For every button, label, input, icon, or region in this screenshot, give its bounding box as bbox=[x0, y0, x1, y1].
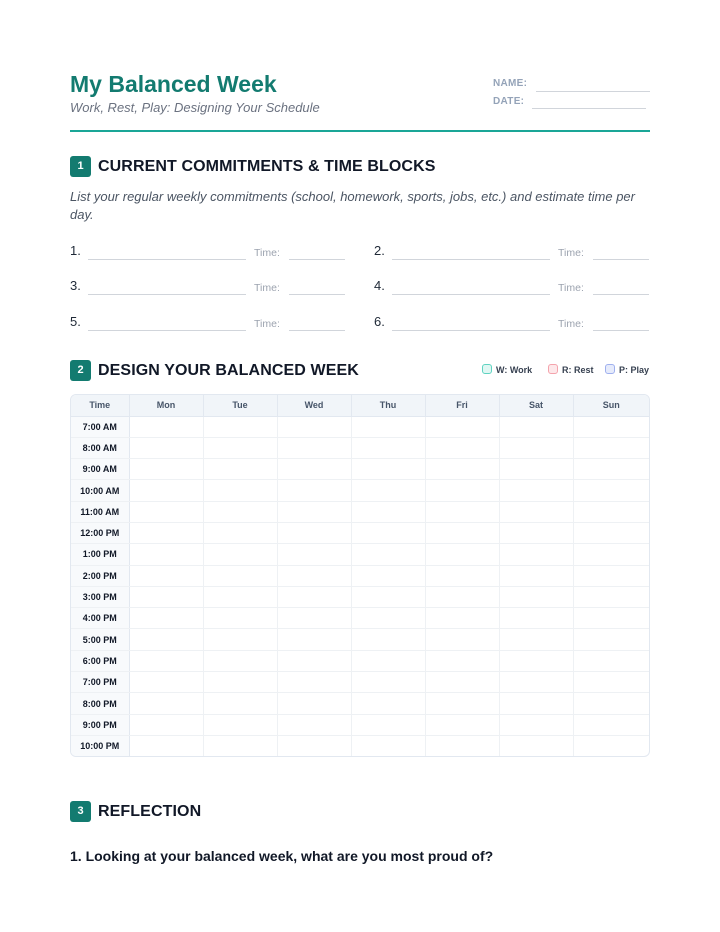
commitment-number: 2. bbox=[374, 243, 385, 258]
schedule-cell[interactable] bbox=[425, 501, 499, 522]
commitment-row bbox=[374, 243, 650, 263]
table-row bbox=[71, 608, 649, 629]
schedule-cell[interactable] bbox=[425, 608, 499, 629]
column-header-day: Sun bbox=[573, 395, 649, 416]
schedule-cell[interactable] bbox=[573, 735, 649, 756]
time-slot-label: 9:00 AM bbox=[71, 459, 129, 480]
schedule-cell[interactable] bbox=[499, 480, 573, 501]
section-3-number: 3 bbox=[70, 801, 91, 822]
column-header-day: Mon bbox=[129, 395, 203, 416]
section-1-title: CURRENT COMMITMENTS & TIME BLOCKS bbox=[98, 158, 436, 175]
section-1-heading bbox=[70, 156, 650, 178]
time-field[interactable] bbox=[289, 330, 345, 331]
time-field[interactable] bbox=[289, 259, 345, 260]
schedule-cell[interactable] bbox=[499, 437, 573, 458]
time-slot-label: 4:00 PM bbox=[71, 608, 129, 629]
schedule-cell[interactable] bbox=[425, 544, 499, 565]
schedule-cell[interactable] bbox=[203, 522, 277, 543]
schedule-cell[interactable] bbox=[129, 629, 203, 650]
schedule-cell[interactable] bbox=[277, 501, 351, 522]
schedule-cell[interactable] bbox=[573, 459, 649, 480]
section-2-title: DESIGN YOUR BALANCED WEEK bbox=[98, 362, 359, 379]
schedule-cell[interactable] bbox=[573, 629, 649, 650]
weekly-schedule-grid bbox=[70, 394, 650, 757]
schedule-cell[interactable] bbox=[203, 416, 277, 437]
schedule-cell[interactable] bbox=[277, 565, 351, 586]
schedule-header-row bbox=[71, 395, 649, 416]
section-3-title: REFLECTION bbox=[98, 803, 202, 820]
commitment-row bbox=[70, 314, 346, 334]
schedule-cell[interactable] bbox=[129, 650, 203, 671]
schedule-cell[interactable] bbox=[129, 544, 203, 565]
table-row bbox=[71, 459, 649, 480]
commitment-field[interactable] bbox=[392, 294, 550, 295]
table-row bbox=[71, 693, 649, 714]
time-slot-label: 3:00 PM bbox=[71, 586, 129, 607]
time-label: Time: bbox=[254, 282, 280, 294]
table-row bbox=[71, 437, 649, 458]
schedule-cell[interactable] bbox=[203, 693, 277, 714]
section-1-instructions: List your regular weekly commitments (school, homework, sports, jobs, etc.) and estimate time per day. bbox=[70, 189, 635, 222]
schedule-cell[interactable] bbox=[351, 735, 425, 756]
schedule-cell[interactable] bbox=[203, 437, 277, 458]
schedule-cell[interactable] bbox=[351, 544, 425, 565]
schedule-cell[interactable] bbox=[499, 501, 573, 522]
worksheet-subtitle: Work, Rest, Play: Designing Your Schedule bbox=[70, 100, 320, 115]
schedule-cell[interactable] bbox=[499, 672, 573, 693]
column-header-day: Tue bbox=[203, 395, 277, 416]
legend-rest bbox=[548, 364, 594, 378]
time-field[interactable] bbox=[593, 294, 649, 295]
time-slot-label: 2:00 PM bbox=[71, 565, 129, 586]
schedule-cell[interactable] bbox=[573, 565, 649, 586]
schedule-cell[interactable] bbox=[499, 459, 573, 480]
table-row bbox=[71, 586, 649, 607]
schedule-cell[interactable] bbox=[573, 501, 649, 522]
schedule-cell[interactable] bbox=[203, 459, 277, 480]
schedule-table bbox=[71, 395, 649, 757]
schedule-cell[interactable] bbox=[573, 480, 649, 501]
time-label: Time: bbox=[558, 318, 584, 330]
schedule-cell[interactable] bbox=[425, 693, 499, 714]
schedule-cell[interactable] bbox=[277, 608, 351, 629]
commitment-number: 3. bbox=[70, 278, 81, 293]
time-slot-label: 7:00 PM bbox=[71, 672, 129, 693]
work-swatch-icon bbox=[482, 364, 492, 374]
schedule-cell[interactable] bbox=[203, 714, 277, 735]
worksheet-page bbox=[70, 0, 650, 932]
schedule-cell[interactable] bbox=[277, 480, 351, 501]
schedule-cell[interactable] bbox=[129, 586, 203, 607]
schedule-cell[interactable] bbox=[129, 459, 203, 480]
time-slot-label: 5:00 PM bbox=[71, 629, 129, 650]
legend-play-label: P: Play bbox=[619, 365, 650, 375]
table-row bbox=[71, 672, 649, 693]
table-row bbox=[71, 650, 649, 671]
schedule-cell[interactable] bbox=[425, 629, 499, 650]
schedule-cell[interactable] bbox=[499, 544, 573, 565]
schedule-cell[interactable] bbox=[351, 437, 425, 458]
schedule-cell[interactable] bbox=[203, 672, 277, 693]
legend-rest-label: R: Rest bbox=[562, 365, 594, 375]
schedule-cell[interactable] bbox=[499, 586, 573, 607]
schedule-cell[interactable] bbox=[573, 714, 649, 735]
schedule-cell[interactable] bbox=[573, 544, 649, 565]
worksheet-header bbox=[70, 70, 650, 132]
schedule-cell[interactable] bbox=[203, 501, 277, 522]
commitment-field[interactable] bbox=[88, 330, 246, 331]
schedule-cell[interactable] bbox=[203, 480, 277, 501]
schedule-cell[interactable] bbox=[129, 735, 203, 756]
schedule-cell[interactable] bbox=[129, 565, 203, 586]
time-slot-label: 11:00 AM bbox=[71, 501, 129, 522]
date-label: DATE: bbox=[493, 96, 525, 107]
schedule-cell[interactable] bbox=[129, 416, 203, 437]
schedule-cell[interactable] bbox=[573, 437, 649, 458]
schedule-cell[interactable] bbox=[277, 735, 351, 756]
schedule-cell[interactable] bbox=[277, 544, 351, 565]
schedule-cell[interactable] bbox=[425, 672, 499, 693]
schedule-cell[interactable] bbox=[129, 501, 203, 522]
schedule-cell[interactable] bbox=[425, 650, 499, 671]
schedule-cell[interactable] bbox=[499, 565, 573, 586]
play-swatch-icon bbox=[605, 364, 615, 374]
schedule-cell[interactable] bbox=[277, 416, 351, 437]
schedule-cell[interactable] bbox=[573, 608, 649, 629]
section-3-heading bbox=[70, 801, 650, 823]
schedule-body bbox=[71, 416, 649, 757]
schedule-cell[interactable] bbox=[425, 565, 499, 586]
time-label: Time: bbox=[254, 318, 280, 330]
time-slot-label: 9:00 PM bbox=[71, 714, 129, 735]
schedule-cell[interactable] bbox=[499, 650, 573, 671]
commitment-number: 6. bbox=[374, 314, 385, 329]
commitment-row bbox=[70, 243, 346, 263]
schedule-cell[interactable] bbox=[499, 522, 573, 543]
table-row bbox=[71, 629, 649, 650]
schedule-cell[interactable] bbox=[499, 693, 573, 714]
table-row bbox=[71, 565, 649, 586]
schedule-cell[interactable] bbox=[351, 480, 425, 501]
schedule-cell[interactable] bbox=[129, 672, 203, 693]
schedule-cell[interactable] bbox=[425, 459, 499, 480]
time-label: Time: bbox=[558, 282, 584, 294]
name-label: NAME: bbox=[493, 78, 528, 89]
table-row bbox=[71, 501, 649, 522]
schedule-cell[interactable] bbox=[425, 437, 499, 458]
schedule-cell[interactable] bbox=[351, 586, 425, 607]
commitment-row bbox=[70, 278, 346, 298]
schedule-cell[interactable] bbox=[573, 672, 649, 693]
time-slot-label: 8:00 AM bbox=[71, 437, 129, 458]
schedule-cell[interactable] bbox=[203, 565, 277, 586]
column-header-day: Sat bbox=[499, 395, 573, 416]
name-field[interactable] bbox=[536, 91, 650, 92]
table-row bbox=[71, 480, 649, 501]
schedule-cell[interactable] bbox=[351, 608, 425, 629]
commitment-field[interactable] bbox=[392, 259, 550, 260]
commitment-field[interactable] bbox=[88, 259, 246, 260]
legend-play bbox=[605, 364, 649, 378]
time-slot-label: 8:00 PM bbox=[71, 693, 129, 714]
schedule-cell[interactable] bbox=[573, 650, 649, 671]
schedule-cell[interactable] bbox=[425, 586, 499, 607]
column-header-day: Wed bbox=[277, 395, 351, 416]
time-slot-label: 12:00 PM bbox=[71, 522, 129, 543]
schedule-cell[interactable] bbox=[351, 565, 425, 586]
commitment-number: 5. bbox=[70, 314, 81, 329]
schedule-cell[interactable] bbox=[277, 714, 351, 735]
schedule-cell[interactable] bbox=[277, 459, 351, 480]
schedule-cell[interactable] bbox=[129, 714, 203, 735]
schedule-cell[interactable] bbox=[351, 416, 425, 437]
reflection-question-1: 1. Looking at your balanced week, what are you most proud of? bbox=[70, 848, 494, 864]
column-header-time: Time bbox=[71, 395, 129, 416]
worksheet-title: My Balanced Week bbox=[70, 71, 277, 97]
schedule-cell[interactable] bbox=[351, 501, 425, 522]
schedule-cell[interactable] bbox=[277, 437, 351, 458]
schedule-cell[interactable] bbox=[425, 416, 499, 437]
schedule-cell[interactable] bbox=[499, 416, 573, 437]
table-row bbox=[71, 714, 649, 735]
time-label: Time: bbox=[558, 247, 584, 259]
schedule-cell[interactable] bbox=[573, 693, 649, 714]
schedule-cell[interactable] bbox=[277, 522, 351, 543]
schedule-cell[interactable] bbox=[129, 437, 203, 458]
time-field[interactable] bbox=[593, 259, 649, 260]
commitment-number: 4. bbox=[374, 278, 385, 293]
time-slot-label: 10:00 PM bbox=[71, 735, 129, 756]
schedule-cell[interactable] bbox=[203, 544, 277, 565]
schedule-cell[interactable] bbox=[351, 650, 425, 671]
schedule-cell[interactable] bbox=[425, 522, 499, 543]
commitment-row bbox=[374, 314, 650, 334]
schedule-cell[interactable] bbox=[573, 522, 649, 543]
schedule-cell[interactable] bbox=[351, 522, 425, 543]
table-row bbox=[71, 416, 649, 437]
schedule-cell[interactable] bbox=[425, 480, 499, 501]
schedule-cell[interactable] bbox=[499, 714, 573, 735]
schedule-cell[interactable] bbox=[277, 586, 351, 607]
schedule-cell[interactable] bbox=[129, 693, 203, 714]
schedule-cell[interactable] bbox=[351, 672, 425, 693]
schedule-cell[interactable] bbox=[203, 735, 277, 756]
schedule-cell[interactable] bbox=[499, 608, 573, 629]
table-row bbox=[71, 544, 649, 565]
schedule-cell[interactable] bbox=[351, 629, 425, 650]
table-row bbox=[71, 735, 649, 756]
column-header-day: Fri bbox=[425, 395, 499, 416]
schedule-cell[interactable] bbox=[351, 693, 425, 714]
legend-work bbox=[482, 364, 532, 378]
section-2-heading bbox=[70, 360, 650, 382]
legend-work-label: W: Work bbox=[496, 365, 533, 375]
table-row bbox=[71, 522, 649, 543]
schedule-cell[interactable] bbox=[573, 416, 649, 437]
schedule-cell[interactable] bbox=[499, 735, 573, 756]
commitment-number: 1. bbox=[70, 243, 81, 258]
schedule-cell[interactable] bbox=[351, 714, 425, 735]
schedule-cell[interactable] bbox=[425, 735, 499, 756]
schedule-cell[interactable] bbox=[203, 629, 277, 650]
schedule-cell[interactable] bbox=[573, 586, 649, 607]
schedule-cell[interactable] bbox=[203, 586, 277, 607]
time-slot-label: 7:00 AM bbox=[71, 416, 129, 437]
time-slot-label: 6:00 PM bbox=[71, 650, 129, 671]
schedule-cell[interactable] bbox=[203, 608, 277, 629]
schedule-cell[interactable] bbox=[277, 672, 351, 693]
date-field[interactable] bbox=[532, 108, 646, 109]
time-slot-label: 1:00 PM bbox=[71, 544, 129, 565]
commitment-field[interactable] bbox=[88, 294, 246, 295]
schedule-cell[interactable] bbox=[129, 522, 203, 543]
column-header-day: Thu bbox=[351, 395, 425, 416]
schedule-cell[interactable] bbox=[277, 693, 351, 714]
schedule-cell[interactable] bbox=[425, 714, 499, 735]
time-label: Time: bbox=[254, 247, 280, 259]
rest-swatch-icon bbox=[548, 364, 558, 374]
time-field[interactable] bbox=[289, 294, 345, 295]
time-field[interactable] bbox=[593, 330, 649, 331]
time-slot-label: 10:00 AM bbox=[71, 480, 129, 501]
schedule-cell[interactable] bbox=[499, 629, 573, 650]
commitment-row bbox=[374, 278, 650, 298]
schedule-cell[interactable] bbox=[203, 650, 277, 671]
schedule-cell[interactable] bbox=[129, 608, 203, 629]
schedule-cell[interactable] bbox=[277, 629, 351, 650]
section-2-number: 2 bbox=[70, 360, 91, 381]
schedule-cell[interactable] bbox=[277, 650, 351, 671]
schedule-cell[interactable] bbox=[129, 480, 203, 501]
section-1-number: 1 bbox=[70, 156, 91, 177]
commitment-field[interactable] bbox=[392, 330, 550, 331]
schedule-cell[interactable] bbox=[351, 459, 425, 480]
